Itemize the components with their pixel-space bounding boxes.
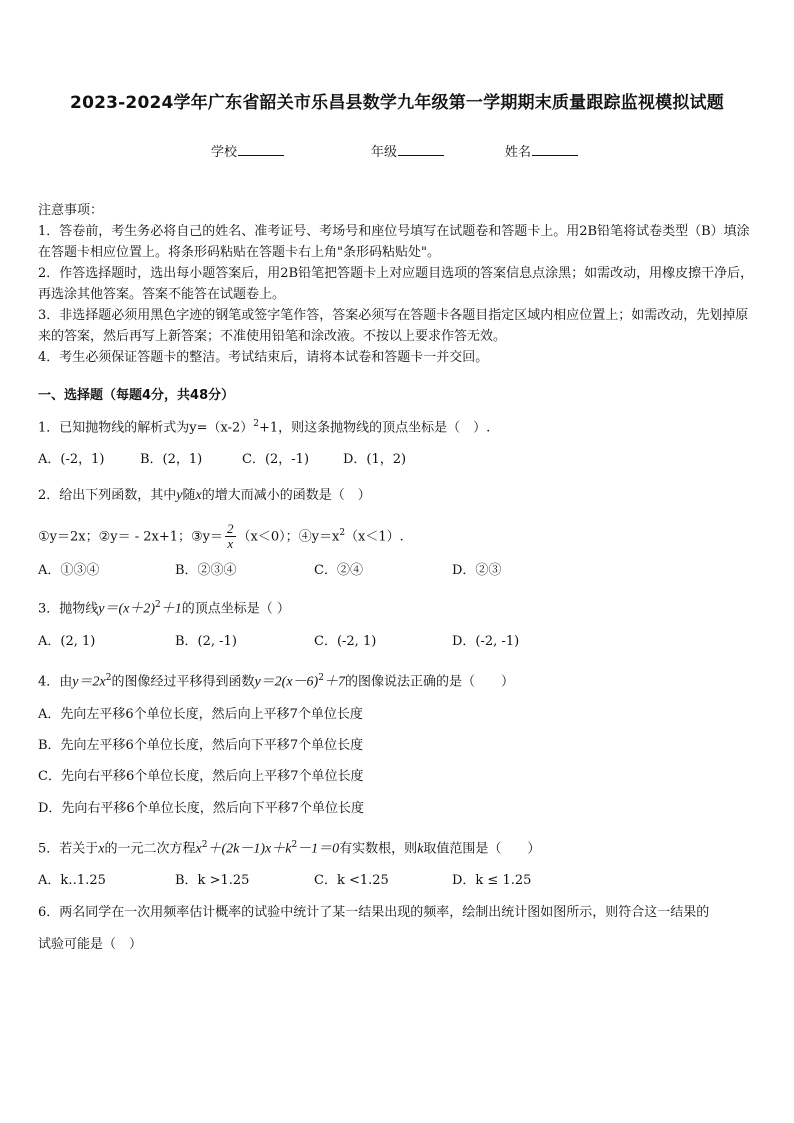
q1-option-a[interactable]: A．(-2，1) <box>38 452 105 467</box>
q5-stem-mid: 的一元二次方程 <box>104 841 196 857</box>
q4-exponent-1: 2 <box>105 673 112 683</box>
school-label: 学校 <box>211 145 238 160</box>
q2-frac-numerator: 2 <box>227 521 234 537</box>
q1-stem-pre: 1．已知抛物线的解析式为y=（x-2） <box>38 420 254 436</box>
question-6-stem-line-2: 试验可能是（ ） <box>38 937 143 952</box>
q5-eq-b: ＋(2k－1)x＋k <box>207 841 292 857</box>
q3-exponent: 2 <box>155 600 161 610</box>
q2-exponent: 2 <box>339 528 346 538</box>
school-field <box>211 141 284 160</box>
question-2-functions <box>38 518 404 552</box>
q4-option-b[interactable]: B．先向左平移6个单位长度，然后向下平移7个单位长度 <box>38 738 364 753</box>
q5-eq-a: x <box>195 841 202 857</box>
grade-label: 年级 <box>371 145 398 160</box>
q2-stem-c: 的增大而减小的函数是（ ） <box>201 488 371 503</box>
q2-var-y: y <box>176 488 183 503</box>
notice-heading: 注意事项： <box>38 203 104 218</box>
q4-stem-post: 的图像说法正确的是（ ） <box>344 674 514 690</box>
q5-stem-mid2: 有实数根，则 <box>339 841 418 857</box>
q5-option-b[interactable]: B．k >1.25 <box>175 873 250 888</box>
q3-option-d[interactable]: D．(-2, -1) <box>452 634 520 649</box>
section-heading: 一、选择题（每题4分，共48分） <box>38 388 235 403</box>
q4-exponent-2: 2 <box>318 673 324 683</box>
q2-func-4-domain: （x＜1）. <box>345 529 404 545</box>
q5-stem-pre: 5．若关于 <box>38 841 99 857</box>
name-blank <box>532 142 578 156</box>
school-blank <box>238 142 284 156</box>
notice-item-2: 2．作答选择题时，选出每小题答案后，用2B铅笔把答题卡上对应题目选项的答案信息点涂黑；如需改动，用橡皮擦干净后，再选涂其他答案。答案不能答在试题卷上。 <box>38 266 754 302</box>
q2-fraction <box>225 522 236 551</box>
q3-option-a[interactable]: A．(2, 1) <box>38 634 96 649</box>
question-3-stem <box>38 595 290 619</box>
q2-func-1-2: ①y＝2x；②y＝ - 2x+1；③y＝ <box>38 529 224 545</box>
q2-option-c[interactable]: C．②④ <box>314 563 363 578</box>
notice-item-1: 1．答卷前，考生务必将自己的姓名、准考证号、考场号和座位号填写在试题卷和答题卡上。用2B铅笔将试卷类型（B）填涂在答题卡相应位置上。将条形码粘贴在答题卡右上角"条形码粘贴处"。 <box>38 224 750 260</box>
q2-stem-b: 随 <box>182 488 196 503</box>
q5-eq-c: －1＝0 <box>297 841 340 857</box>
q1-stem-post: +1，则这条抛物线的顶点坐标是（ ）. <box>259 420 491 436</box>
q2-option-b[interactable]: B．②③④ <box>175 563 237 578</box>
question-4-stem <box>38 668 514 692</box>
q3-stem-post: 的顶点坐标是（ ） <box>181 601 290 617</box>
q4-option-c[interactable]: C．先向右平移6个单位长度，然后向上平移7个单位长度 <box>38 769 364 784</box>
notice-item-3: 3．非选择题必须用黑色字迹的钢笔或签字笔作答，答案必须写在答题卡各题目指定区域内相应位置上；如需改动，先划掉原来的答案，然后再写上新答案；不准使用铅笔和涂改液。不按以上要求作答无效。 <box>38 308 749 344</box>
q3-option-c[interactable]: C．(-2, 1) <box>314 634 377 649</box>
name-field <box>505 141 578 160</box>
q5-var-k: k <box>417 841 424 857</box>
question-6-stem-line-1: 6．两名同学在一次用频率估计概率的试验中统计了某一结果出现的频率，绘制出统计图如图所示，则符合这一结果的 <box>38 905 710 920</box>
q4-stem-mid: 的图像经过平移得到函数 <box>111 674 255 690</box>
q2-func-3-4: （x＜0）；④y＝x <box>237 529 340 545</box>
q5-exponent-1: 2 <box>201 840 208 850</box>
name-label: 姓名 <box>505 145 532 160</box>
q5-option-d[interactable]: D．k ≤ 1.25 <box>452 873 532 888</box>
q1-exponent: 2 <box>253 419 260 429</box>
question-5-stem <box>38 835 540 859</box>
q1-option-d[interactable]: D．(1，2) <box>343 452 407 467</box>
question-2-stem <box>38 486 371 506</box>
grade-blank <box>398 142 444 156</box>
q4-option-d[interactable]: D．先向右平移6个单位长度，然后向下平移7个单位长度 <box>38 801 364 816</box>
question-1-stem <box>38 414 490 438</box>
q5-stem-post: 取值范围是（ ） <box>423 841 541 857</box>
q2-option-a[interactable]: A．①③④ <box>38 563 100 578</box>
q3-formula: y＝(x＋2) <box>98 601 156 617</box>
q1-option-b[interactable]: B．(2，1) <box>140 452 203 467</box>
q2-var-x: x <box>195 488 202 503</box>
q3-option-b[interactable]: B．(2, -1) <box>175 634 237 649</box>
q4-formula-1: y＝2x <box>72 674 106 690</box>
q4-formula-2: y＝2(x－6) <box>254 674 319 690</box>
notice-item-4: 4．考生必须保证答题卡的整洁。考试结束后，请将本试卷和答题卡一并交回。 <box>38 350 489 365</box>
q3-formula-post: ＋1 <box>160 601 182 617</box>
q4-formula-2-post: ＋7 <box>323 674 345 690</box>
q1-option-c[interactable]: C．(2，-1) <box>242 452 310 467</box>
q4-stem-pre: 4．由 <box>38 674 73 690</box>
q2-stem-a: 2．给出下列函数，其中 <box>38 488 177 503</box>
q4-option-a[interactable]: A．先向左平移6个单位长度，然后向上平移7个单位长度 <box>38 707 363 722</box>
exam-title: 2023-2024学年广东省韶关市乐昌县数学九年级第一学期期末质量跟踪监视模拟试题 <box>70 93 724 113</box>
q5-var-x: x <box>98 841 105 857</box>
q2-frac-denominator: x <box>227 536 234 552</box>
q5-option-c[interactable]: C．k <1.25 <box>314 873 389 888</box>
notice-block <box>38 200 758 368</box>
q3-stem-pre: 3．抛物线 <box>38 601 99 617</box>
q2-option-d[interactable]: D．②③ <box>452 563 502 578</box>
q5-exponent-2: 2 <box>291 840 298 850</box>
grade-field <box>371 141 444 160</box>
q5-option-a[interactable]: A．k‥1.25 <box>38 873 106 888</box>
